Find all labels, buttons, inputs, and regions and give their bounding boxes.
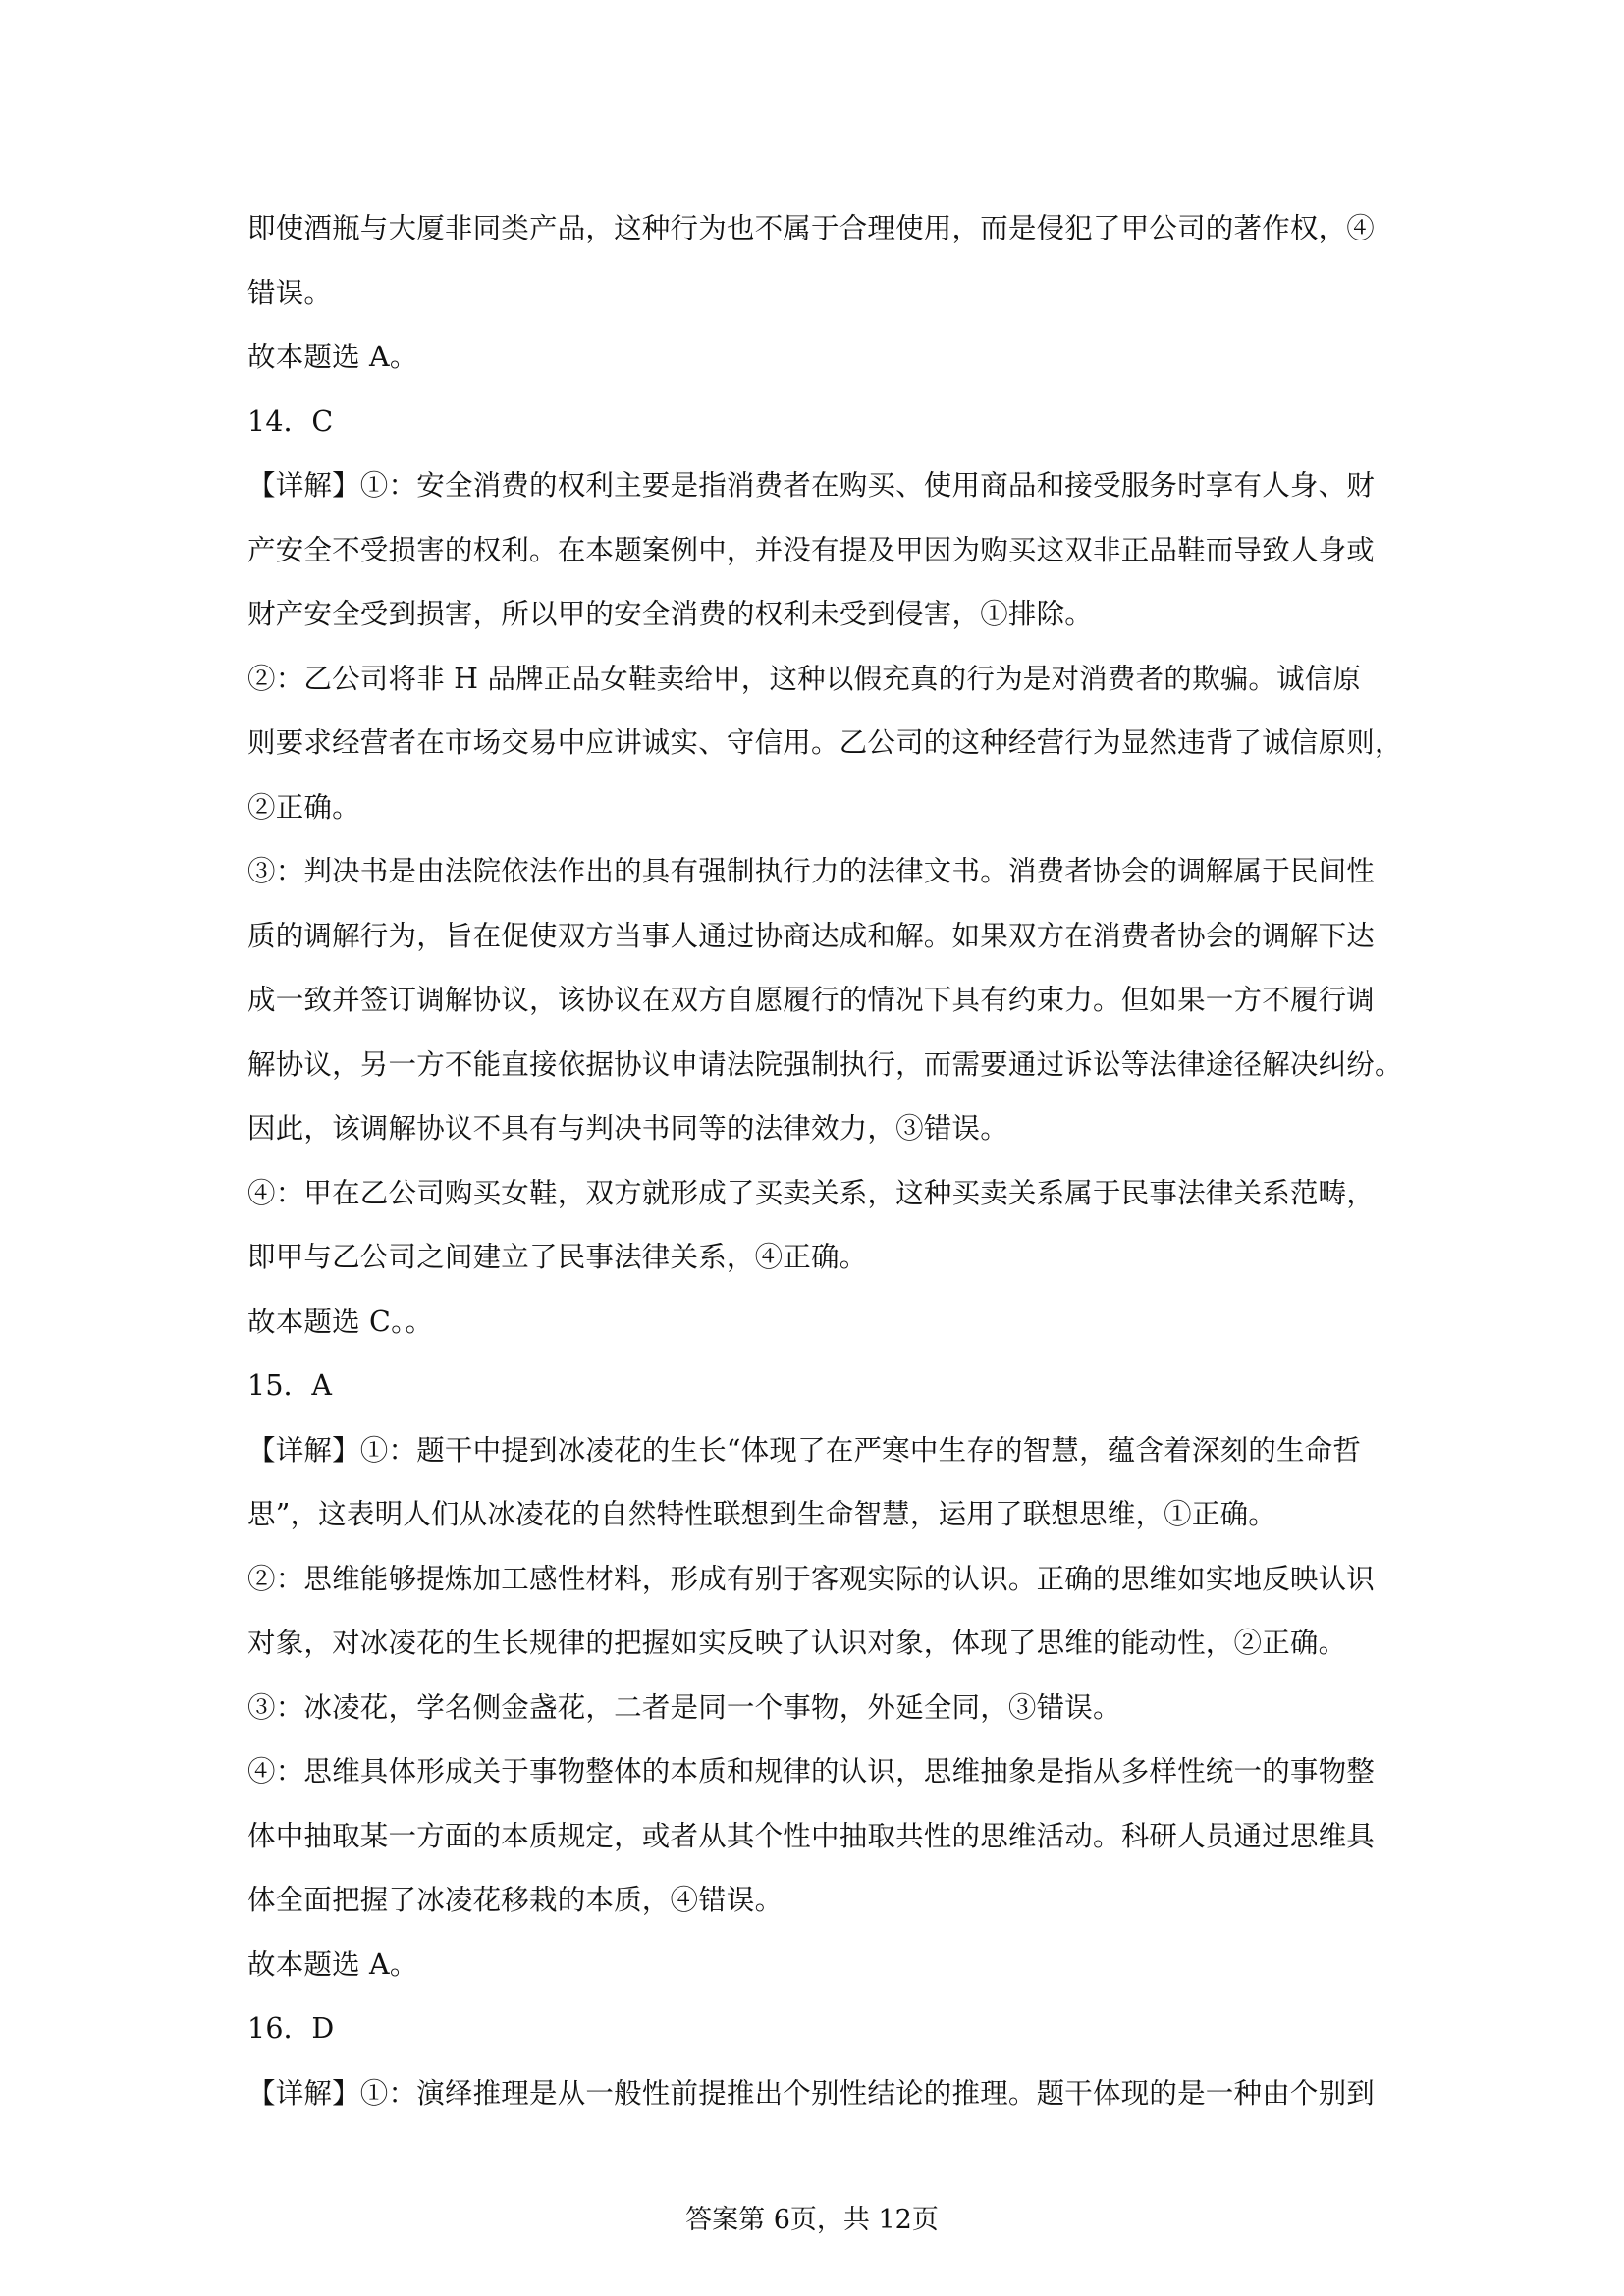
text-line: 故本题选 A。 xyxy=(247,341,418,373)
question-number: 16．D xyxy=(247,2012,335,2045)
text-line: 体全面把握了冰凌花移栽的本质，④错误。 xyxy=(247,1884,784,1916)
text-line: ④：甲在乙公司购买女鞋，双方就形成了买卖关系，这种买卖关系属于民事法律关系范畴， xyxy=(247,1176,1376,1209)
text-line: ②：思维能够提炼加工感性材料，形成有别于客观实际的认识。正确的思维如实地反映认识 xyxy=(247,1562,1376,1595)
text-line: 产安全不受损害的权利。在本题案例中，并没有提及甲因为购买这双非正品鞋而导致人身或 xyxy=(247,533,1376,566)
text-line: ②正确。 xyxy=(247,790,360,824)
text-line: 质的调解行为，旨在促使双方当事人通过协商达成和解。如果双方在消费者协会的调解下达 xyxy=(247,919,1376,952)
text-line: 因此，该调解协议不具有与判决书同等的法律效力，③错误。 xyxy=(247,1112,1008,1145)
page-footer: 答案第 6页，共 12页 xyxy=(685,2205,939,2235)
question-number: 15．A xyxy=(247,1369,333,1402)
text-line: 即使酒瓶与大厦非同类产品，这种行为也不属于合理使用，而是侵犯了甲公司的著作权，④ xyxy=(247,212,1376,244)
text-line: 体中抽取某一方面的本质规定，或者从其个性中抽取共性的思维活动。科研人员通过思维具 xyxy=(247,1819,1376,1852)
text-line: 错误。 xyxy=(247,276,333,309)
text-line: 对象，对冰凌花的生长规律的把握如实反映了认识对象，体现了思维的能动性，②正确。 xyxy=(247,1627,1347,1659)
question-number: 14．C xyxy=(247,404,334,438)
text-line: 故本题选 A。 xyxy=(247,1948,418,1981)
text-line: 则要求经营者在市场交易中应讲诚实、守信用。乙公司的这种经营行为显然违背了诚信原则， xyxy=(247,726,1403,759)
text-line: 财产安全受到损害，所以甲的安全消费的权利未受到侵害，①排除。 xyxy=(247,598,1094,630)
text-line: 【详解】①：安全消费的权利主要是指消费者在购买、使用商品和接受服务时享有人身、财 xyxy=(247,469,1376,502)
text-line: ②：乙公司将非 H 品牌正品女鞋卖给甲，这种以假充真的行为是对消费者的欺骗。诚信原 xyxy=(247,662,1362,695)
document-body xyxy=(247,196,1403,2125)
text-line: 即甲与乙公司之间建立了民事法律关系，④正确。 xyxy=(247,1241,868,1273)
text-line: 思”，这表明人们从冰凌花的自然特性联想到生命智慧，运用了联想思维，①正确。 xyxy=(247,1498,1276,1530)
text-line: 成一致并签订调解协议，该协议在双方自愿履行的情况下具有约束力。但如果一方不履行调 xyxy=(247,984,1376,1016)
text-line: 解协议，另一方不能直接依据协议申请法院强制执行，而需要通过诉讼等法律途径解决纠纷。 xyxy=(247,1047,1403,1081)
text-line: 【详解】①：题干中提到冰凌花的生长“体现了在严寒中生存的智慧，蕴含着深刻的生命哲 xyxy=(247,1433,1362,1467)
text-line: 【详解】①：演绎推理是从一般性前提推出个别性结论的推理。题干体现的是一种由个别到 xyxy=(247,2076,1376,2109)
text-line: ③：冰凌花，学名侧金盏花，二者是同一个事物，外延全同，③错误。 xyxy=(247,1690,1121,1724)
text-line: ④：思维具体形成关于事物整体的本质和规律的认识，思维抽象是指从多样性统一的事物整 xyxy=(247,1755,1376,1788)
text-line: ③：判决书是由法院依法作出的具有强制执行力的法律文书。消费者协会的调解属于民间性 xyxy=(247,855,1376,887)
text-line: 故本题选 C。。 xyxy=(247,1305,434,1338)
